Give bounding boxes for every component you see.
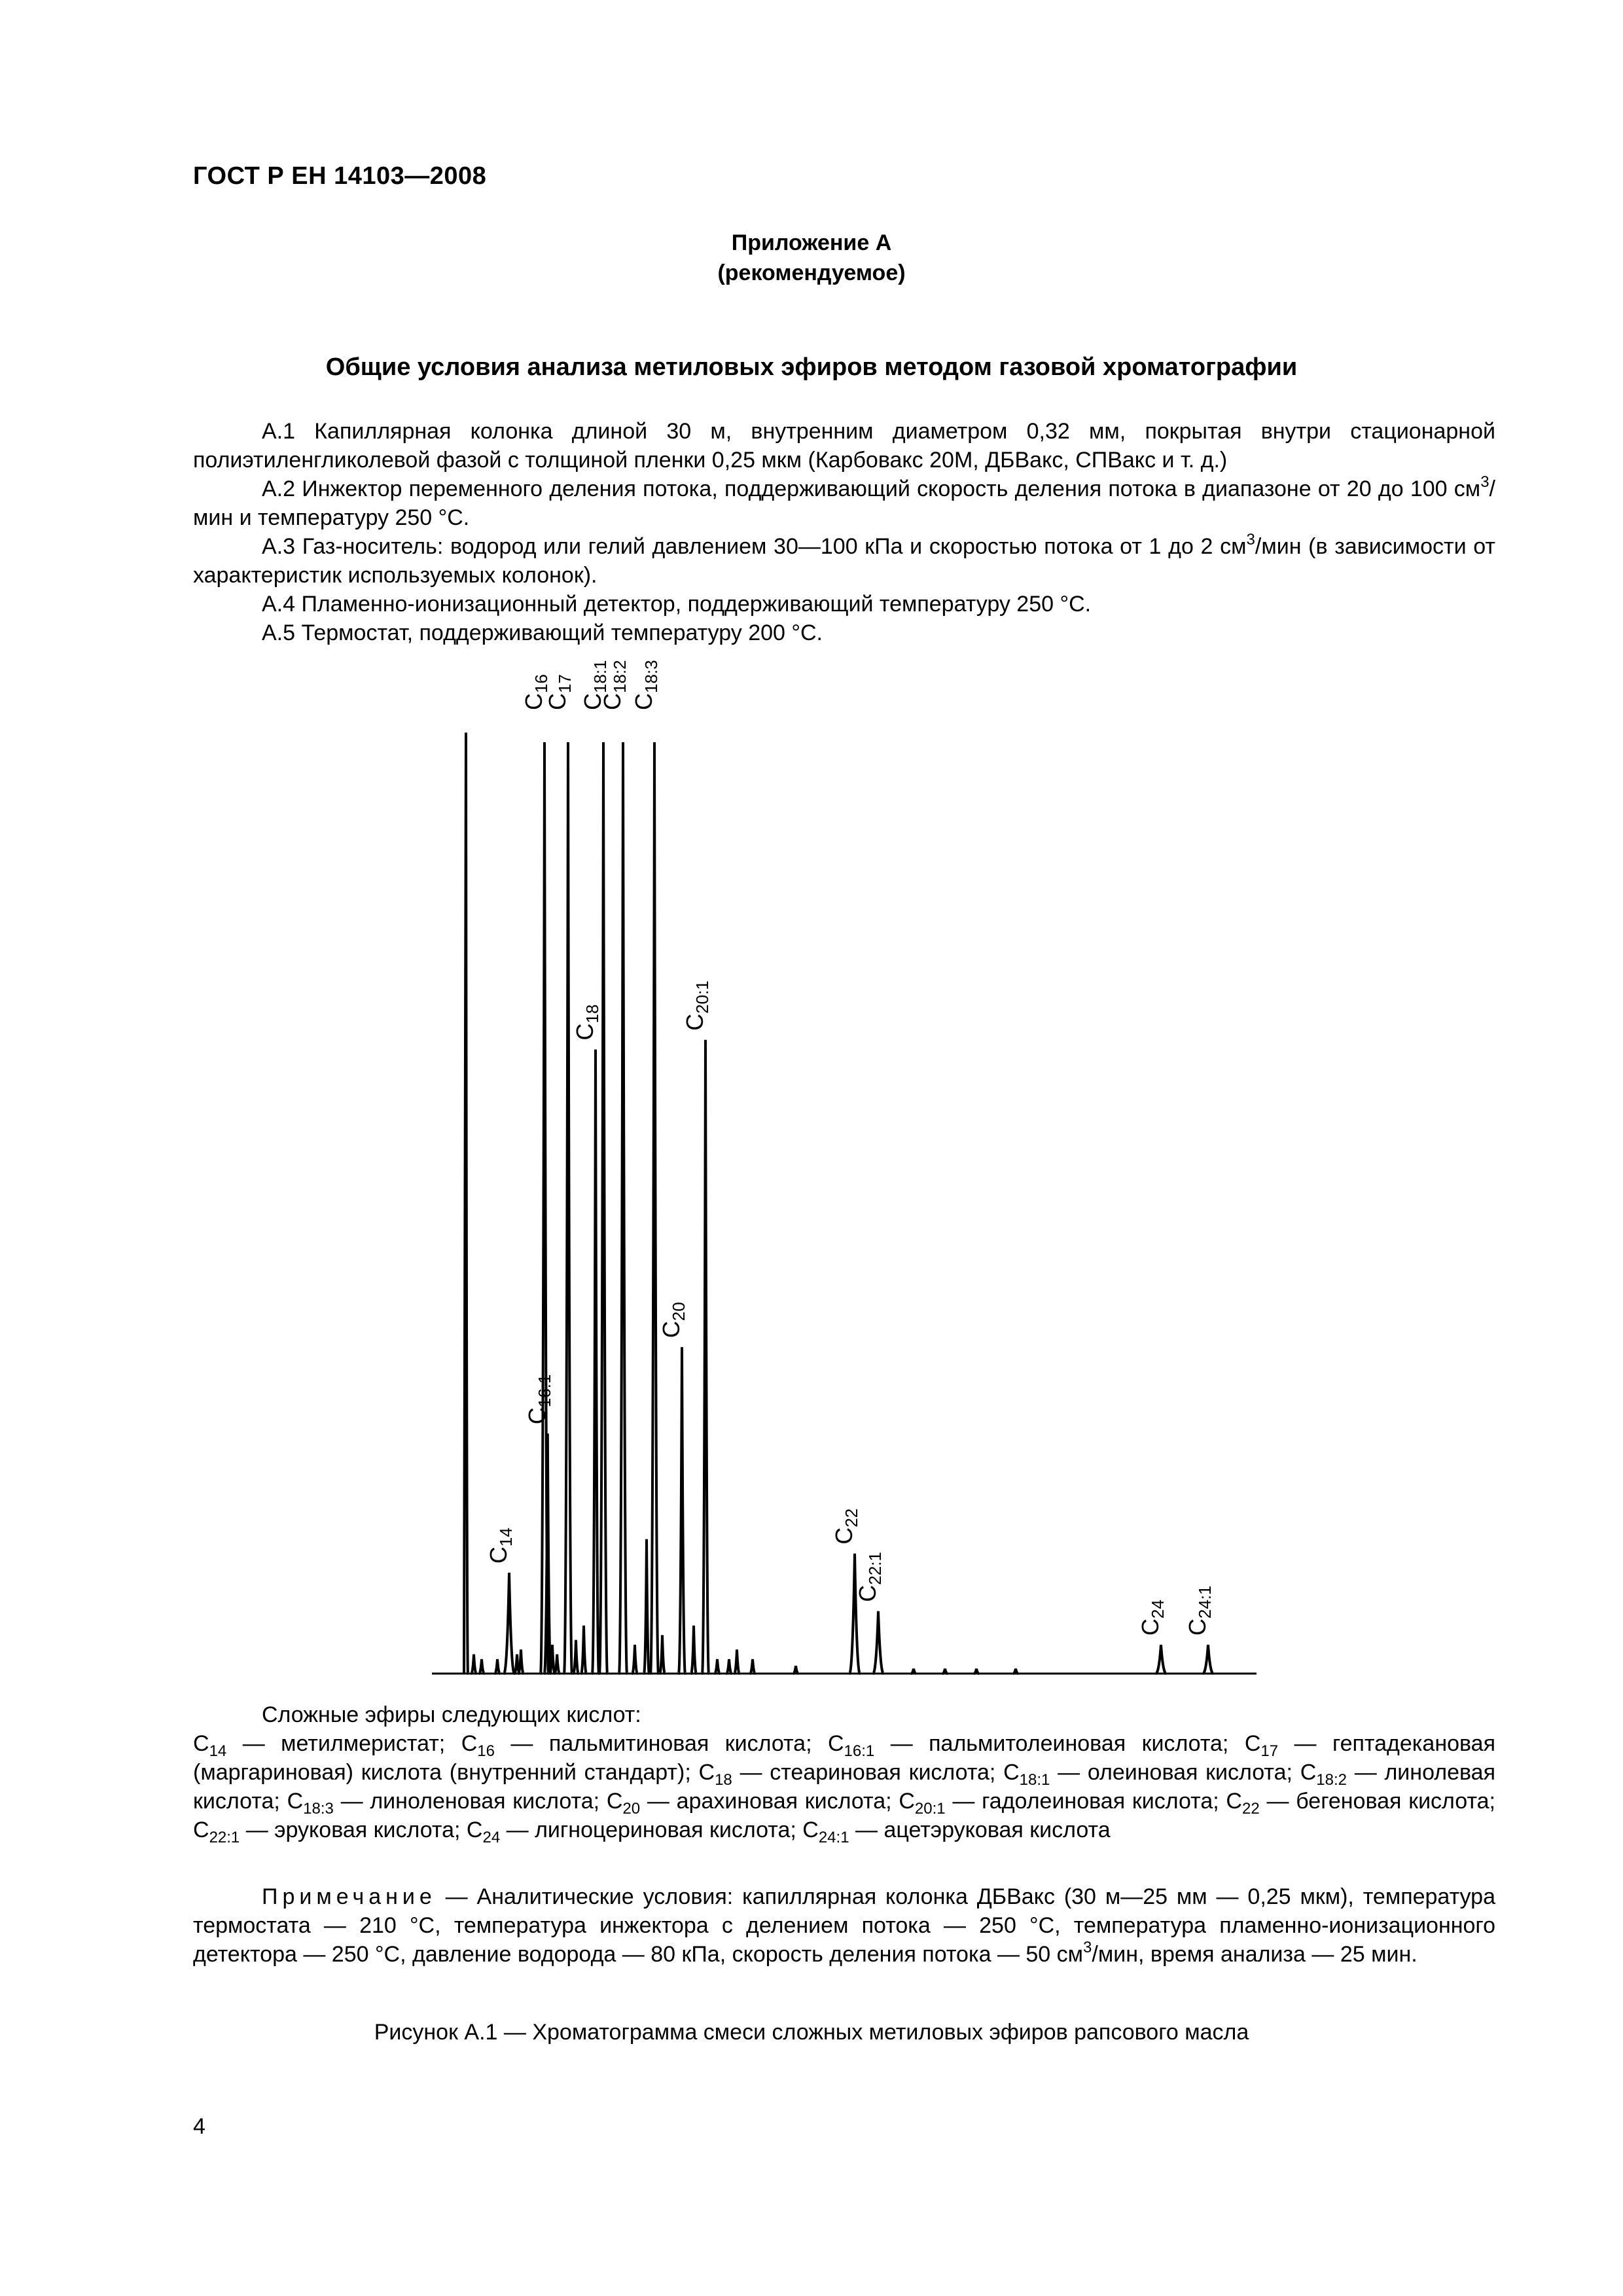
minor-peak [495, 1659, 500, 1674]
legend-entry [802, 1818, 1111, 1846]
legend-entry [461, 1731, 828, 1760]
peak-label: $C_{20:1}$ [681, 980, 712, 1031]
peak-label: $C_{18:1}$ [579, 660, 610, 710]
legend-entry-subscript: 24 [482, 1829, 501, 1846]
legend-entry-description: — пальмитиновая кислота; [494, 1731, 828, 1756]
legend-entry-description: — гадолеиновая кислота; [945, 1789, 1226, 1814]
requirement-a3-text: А.3 Газ-носитель: водород или гелий давлением 30—100 кПа и скоростью потока от 1 до 2 см [262, 534, 1247, 559]
requirement-a4-text: А.4 Пламенно-ионизационный детектор, поддерживающий температуру 250 °С. [262, 592, 1092, 617]
minor-peak [691, 1626, 696, 1674]
peak-c18-1 [599, 742, 607, 1674]
peak-c24 [1156, 1645, 1166, 1674]
page-number: 4 [193, 2114, 205, 2139]
appendix-title: Приложение А [731, 230, 892, 255]
major-peaks-group [504, 742, 1213, 1674]
peak-c18 [592, 1049, 599, 1674]
legend-entry [287, 1789, 607, 1818]
note-label: Примечание [262, 1884, 437, 1909]
appendix-status: (рекомендуемое) [717, 260, 906, 285]
legend-entry-description: — арахиновая кислота; [640, 1789, 899, 1814]
legend-entry-subscript: 18:1 [1019, 1771, 1050, 1789]
minor-peak [479, 1659, 484, 1674]
peak-c24-1 [1203, 1645, 1213, 1674]
legend-entry-symbol: C [1226, 1789, 1242, 1814]
peak-label: $C_{17}$ [544, 674, 575, 710]
peak-c20-1 [702, 1040, 709, 1674]
legend-entry-subscript: 18:3 [303, 1800, 334, 1818]
legend-entry-subscript: 22 [1241, 1800, 1260, 1818]
minor-peak [715, 1659, 720, 1674]
superscript-cube: 3 [1083, 1939, 1092, 1956]
legend-entry-symbol: C [606, 1789, 623, 1814]
legend-entry-description: — линоленовая кислота; [333, 1789, 607, 1814]
legend-entry-subscript: 18 [715, 1771, 732, 1789]
peak-label: $C_{24}$ [1137, 1600, 1168, 1636]
legend-entry-description: — гептадекановая (маргариновая) кислота (внутренний стандарт); [193, 1731, 1495, 1785]
peak-label: $C_{20}$ [658, 1302, 688, 1338]
legend-entry-subscript: 22:1 [209, 1829, 240, 1846]
legend-intro: Сложные эфиры следующих кислот: [262, 1702, 641, 1727]
minor-peak [471, 1655, 476, 1674]
superscript-cube: 3 [1480, 473, 1489, 491]
legend-entry-symbol: C [827, 1731, 844, 1756]
legend-entry-symbol: C [193, 1731, 209, 1756]
legend-entry-symbol: C [1300, 1760, 1317, 1785]
peak-c22-1 [873, 1611, 883, 1674]
legend-entry-description: — пальмитолеиновая кислота; [874, 1731, 1245, 1756]
minor-peak [750, 1659, 755, 1674]
peak-label: $C_{14}$ [485, 1528, 516, 1564]
legend-entry-symbol: C [698, 1760, 715, 1785]
peak-label: $C_{22}$ [830, 1508, 861, 1545]
legend-entry-subscript: 24:1 [818, 1829, 849, 1846]
peak-label: $C_{18}$ [571, 1004, 602, 1041]
legend-entry [193, 1818, 467, 1846]
legend-body [193, 1729, 1495, 1844]
legend-entry-symbol: C [461, 1731, 478, 1756]
legend-entry-subscript: 14 [209, 1742, 227, 1760]
legend-entry-subscript: 20 [622, 1800, 641, 1818]
minor-peak [660, 1635, 665, 1674]
legend-entry-symbol: C [287, 1789, 304, 1814]
legend-entry-description: — лигноцериновая кислота; [500, 1818, 803, 1842]
legend-entry-description: — эруковая кислота; [240, 1818, 467, 1842]
minor-peak [518, 1649, 524, 1674]
peak-label: $C_{22:1}$ [854, 1552, 885, 1602]
legend-entry [466, 1818, 803, 1846]
peak-c17 [564, 742, 572, 1674]
minor-peak [581, 1626, 586, 1674]
note-text-end: /мин, время анализа — 25 мин. [1092, 1942, 1418, 1967]
legend-entry-description: — ацетэруковая кислота [849, 1818, 1111, 1842]
minor-peak [644, 1539, 649, 1674]
legend-entry [827, 1731, 1245, 1760]
legend-entry [606, 1789, 899, 1818]
legend-entry [899, 1789, 1226, 1818]
section-title: Общие условия анализа метиловых эфиров методом газовой хроматографии [325, 353, 1298, 381]
peak-label: $C_{16:1}$ [523, 1374, 554, 1425]
peak-label: $C_{18:2}$ [599, 660, 630, 710]
legend-entry-subscript: 18:2 [1316, 1771, 1347, 1789]
legend-entry [698, 1760, 1004, 1789]
requirement-a2-unit-text: /мин и температуру 250 °С. [193, 476, 1495, 530]
minor-peak [573, 1640, 579, 1674]
peak-c18-3 [651, 742, 658, 1674]
minor-peak [554, 1655, 560, 1674]
peak-c14 [504, 1573, 514, 1674]
minor-peak [726, 1659, 732, 1674]
legend-entry-description: — метилмеристат; [226, 1731, 461, 1756]
legend-entry-subscript: 20:1 [914, 1800, 946, 1818]
legend-entry [193, 1731, 461, 1760]
requirement-a3-unit-text: /мин (в зависимости от характеристик используемых колонок). [193, 534, 1495, 588]
superscript-cube: 3 [1246, 531, 1255, 548]
legend-entry-description: — бегеновая кислота; [1259, 1789, 1495, 1814]
standard-code: ГОСТ Р ЕН 14103—2008 [193, 162, 487, 190]
figure-caption: Рисунок А.1 — Хроматограмма смеси сложных метиловых эфиров рапсового масла [374, 2020, 1249, 2045]
peak-c18-2 [619, 742, 627, 1674]
requirement-a1-text: А.1 Капиллярная колонка длиной 30 м, внутренним диаметром 0,32 мм, покрытая внутри стационарной полиэтиленгликолевой фазой с толщиной пленки 0,25 мкм (Карбовакс 20М, ДБВакс, СПВакс и т. д.) [193, 419, 1495, 473]
legend-entry-subscript: 17 [1260, 1742, 1279, 1760]
peak-label: $C_{18:3}$ [630, 660, 661, 710]
legend-entry-symbol: C [1244, 1731, 1261, 1756]
requirement-a2-text: А.2 Инжектор переменного деления потока, поддерживающий скорость деления потока в диапазоне от 20 до 100 см [262, 476, 1481, 501]
legend-entry [1226, 1789, 1495, 1818]
minor-peak [974, 1669, 979, 1674]
minor-peak [632, 1645, 637, 1674]
minor-peak [911, 1669, 916, 1674]
legend-entry-symbol: C [193, 1818, 209, 1842]
legend-entry-description: — линолевая кислота; [193, 1760, 1495, 1814]
peak-label: $C_{16}$ [520, 674, 551, 710]
minor-peak [1013, 1669, 1018, 1674]
legend-entry-symbol: C [899, 1789, 915, 1814]
minor-peak [734, 1649, 740, 1674]
legend-entry-symbol: C [466, 1818, 483, 1842]
legend-entry-subscript: 16 [477, 1742, 495, 1760]
note [193, 1882, 1495, 1969]
peak-label: $C_{24:1}$ [1184, 1585, 1215, 1636]
minor-peak [793, 1666, 798, 1674]
peak-c22 [849, 1554, 860, 1674]
legend-entry-description: — стеариновая кислота; [732, 1760, 1004, 1785]
note-text: — Аналитические условия: капиллярная колонка ДБВакс (30 м—25 мм — 0,25 мкм), температура термостата — 210 °С, температура инжектора с делением потока — 250 °С, температура пламенно-ионизационного детектора — 250 °С, давление водорода — 80 кПа, скорость деления потока — 50 см [193, 1884, 1495, 1967]
legend-entry-symbol: C [1003, 1760, 1020, 1785]
minor-peak [464, 732, 468, 1674]
legend-entry-symbol: C [802, 1818, 819, 1842]
peak-c20 [679, 1347, 685, 1674]
requirement-a5-text: А.5 Термостат, поддерживающий температуру 200 °С. [262, 620, 823, 645]
minor-peak [942, 1669, 948, 1674]
legend-entry [1003, 1760, 1300, 1789]
legend-entry-description: — олеиновая кислота; [1050, 1760, 1300, 1785]
legend-entry-subscript: 16:1 [844, 1742, 875, 1760]
